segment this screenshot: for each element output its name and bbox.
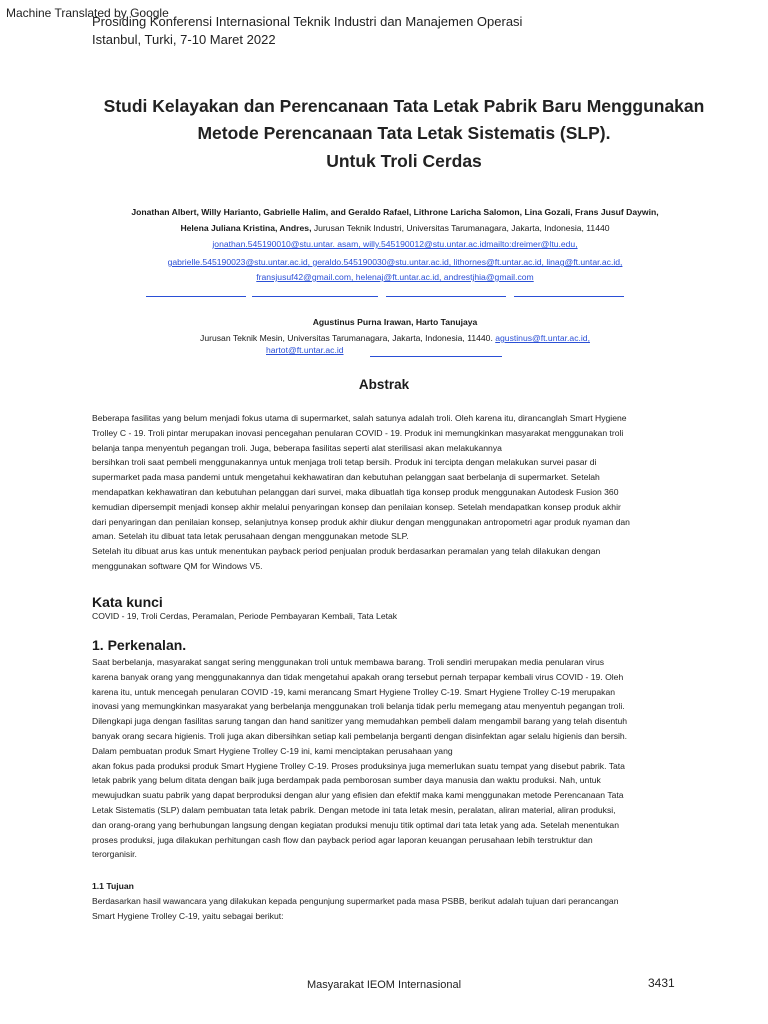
link-underline [252,296,378,297]
body-line: terorganisir. [92,849,137,860]
body-line: Letak Sistematis (SLP) dalam pembuatan tata letak pabrik. Dengan metode ini tata letak mesin, peralatan, aliran material, aliran produksi, [92,804,616,815]
body-line: Berdasarkan hasil wawancara yang dilakukan kepada pengunjung supermarket pada masa PSBB, berikut adalah tujuan dari perancangan [92,896,619,906]
author-names-line-2: Helena Juliana Kristina, Andres, Jurusan Teknik Industri, Universitas Tarumanagara, Jakarta, Indonesia, 11440 [180,223,610,233]
body-line: proses produksi, juga dilakukan perhitungan cash flow dan payback period agar laporan keuangan perusahaan lebih terstruktur dan [92,834,593,845]
author-emails-line-1[interactable]: jonathan.545190010@stu.untar. asam, willy.545190012@stu.untar.ac.idmailto:dreimer@ltu.edu, [212,239,578,249]
page-number: 3431 [648,976,675,990]
body-line: mewujudkan suatu pabrik yang dapat berproduksi dengan alur yang efisien dan efektif maka kami menggunakan metode Perencanaan Tata [92,790,624,801]
keywords-heading: Kata kunci [92,594,163,610]
body-line: dan orang-orang yang berhubungan langsung dengan kegiatan produksi menuju titik optimal dari tata letak yang ada. Setelah menentukan [92,819,619,830]
paper-title-line-1: Studi Kelayakan dan Perencanaan Tata Letak Pabrik Baru Menggunakan [103,96,705,116]
section-1-body [92,655,684,862]
body-line: inovasi yang memungkinkan masyarakat yang berbelanja menggunakan troli belanja tidak perlu memegang atau menyentuh pegangan troli. [92,701,625,712]
abstract-line: supermarket pada masa pandemi untuk mengetahui kekhawatiran dan kebutuhan pelanggan saat berbelanja di supermarket. Setelah [92,472,600,483]
author-names-line-1: Jonathan Albert, Willy Harianto, Gabrielle Halim, and Geraldo Rafael, Lithrone Laricha Salomon, Lina Gozali, Frans Jusuf Daywin, [131,207,659,217]
paper-title-line-2: Metode Perencanaan Tata Letak Sistematis (SLP). [197,123,611,143]
body-line: letak pabrik yang belum ditata dengan baik juga berdampak pada pemborosan sumber daya manusia dan waktu produksi. Nah, untuk [92,775,601,786]
abstract-line: Beberapa fasilitas yang belum menjadi fokus utama di supermarket, salah satunya adalah troli. Oleh karena itu, dirancanglah Smart Hygiene [92,413,627,423]
author-names-block-2: Agustinus Purna Irawan, Harto Tanujaya [312,317,478,327]
paper-title-line-3: Untuk Troli Cerdas [326,151,482,171]
author-affiliation-block-2: Jurusan Teknik Mesin, Universitas Tarumanagara, Jakarta, Indonesia, 11440. agustinus@ft.untar.ac.id, [200,333,590,343]
section-1-1-body [92,894,684,924]
section-1-heading: 1. Perkenalan. [92,637,187,653]
body-line: Saat berbelanja, masyarakat sangat sering menggunakan troli untuk membawa barang. Troli sendiri merupakan media penularan virus [92,657,605,667]
keywords-text: COVID - 19, Troli Cerdas, Peramalan, Periode Pembayaran Kembali, Tata Letak [92,611,398,621]
body-line: Smart Hygiene Trolley C-19, yaitu sebagai berikut: [92,910,284,921]
section-1-1-heading: 1.1 Tujuan [92,881,134,891]
abstract-line: aman. Setelah itu dibuat tata letak perusahaan dengan menggunakan metode SLP. [92,531,409,542]
author-emails-line-3[interactable]: fransjusuf42@gmail.com, helenaj@ft.untar.ac.id, andrestjhia@gmail.com [256,272,534,282]
abstract-line: dari penyaringan dan penilaian konsep, selanjutnya konsep produk akhir diukur dengan menggunakan antropometri agar produk nyaman dan [92,516,630,527]
link-underline [514,296,624,297]
author-emails-line-2[interactable]: gabrielle.545190023@stu.untar.ac.id, geraldo.545190030@stu.untar.ac.id, lithornes@ft.untar.ac.id, linag@ft.untar.ac.id, [167,257,623,267]
link-underline [370,356,502,357]
abstract-body [92,411,684,574]
body-line: akan fokus pada produksi produk Smart Hygiene Trolley C-19. Proses produksinya juga memerlukan suatu tempat yang disebut pabrik. Tata [92,760,625,771]
conference-location-date: Istanbul, Turki, 7-10 Maret 2022 [92,32,276,47]
body-line: karena banyak orang yang menggunakannya dan tidak mengetahui apakah orang tersebut pernah terpapar kembali virus COVID - 19. Oleh [92,671,624,682]
abstract-line: kemudian dipersempit menjadi konsep akhir melalui penyaringan konsep dan penilaian konsep. Setelah mendapatkan konsep produk akhir [92,501,621,512]
abstract-line: belanja tanpa menyentuh pegangan troli. Juga, beberapa fasilitas seperti alat sterilisasi akan melakukannya [92,442,502,453]
conference-name: Prosiding Konferensi Internasional Teknik Industri dan Manajemen Operasi [92,14,523,29]
abstract-line: bersihkan troli saat pembeli menggunakannya untuk menjaga troli tetap bersih. Produk ini tercipta dengan melakukan survei pasar di [92,457,597,468]
body-line: Dalam pembuatan produk Smart Hygiene Trolley C-19 ini, kami menciptakan perusahaan yang [92,745,453,756]
abstract-line: mendapatkan kekhawatiran dan kebutuhan pelanggan dari survei, maka dibuatlah tiga konsep produk menggunakan Autodesk Fusion 360 [92,486,619,497]
abstract-line: Trolley C - 19. Troli pintar merupakan inovasi pencegahan penularan COVID - 19. Produk ini memungkinkan masyarakat menggunakan troli [92,427,624,438]
machine-translated-label: Machine Translated by Google [6,6,169,20]
body-line: karena itu, untuk mencegah penularan COVID -19, kami merancang Smart Hygiene Trolley C-19. Smart Hygiene Trolley C-19 merupakan [92,686,616,697]
abstract-heading: Abstrak [358,377,410,392]
body-line: Dilengkapi juga dengan fasilitas sarung tangan dan hand sanitizer yang memudahkan pembeli dalam mengambil barang yang telah disentuh [92,716,628,727]
link-underline [146,296,246,297]
link-underline [386,296,506,297]
abstract-line: menggunakan software QM for Windows V5. [92,560,263,571]
footer-society: Masyarakat IEOM Internasional [306,979,462,991]
abstract-line: Setelah itu dibuat arus kas untuk menentukan payback period penjualan produk berdasarkan peramalan yang telah dilakukan dengan [92,546,601,557]
author-email-hartot[interactable]: hartot@ft.untar.ac.id [266,345,344,355]
body-line: banyak orang secara higienis. Troli juga akan dibersihkan setiap kali pembelanja berganti dengan disinfektan agar selalu higienis dan bersih. [92,730,628,741]
